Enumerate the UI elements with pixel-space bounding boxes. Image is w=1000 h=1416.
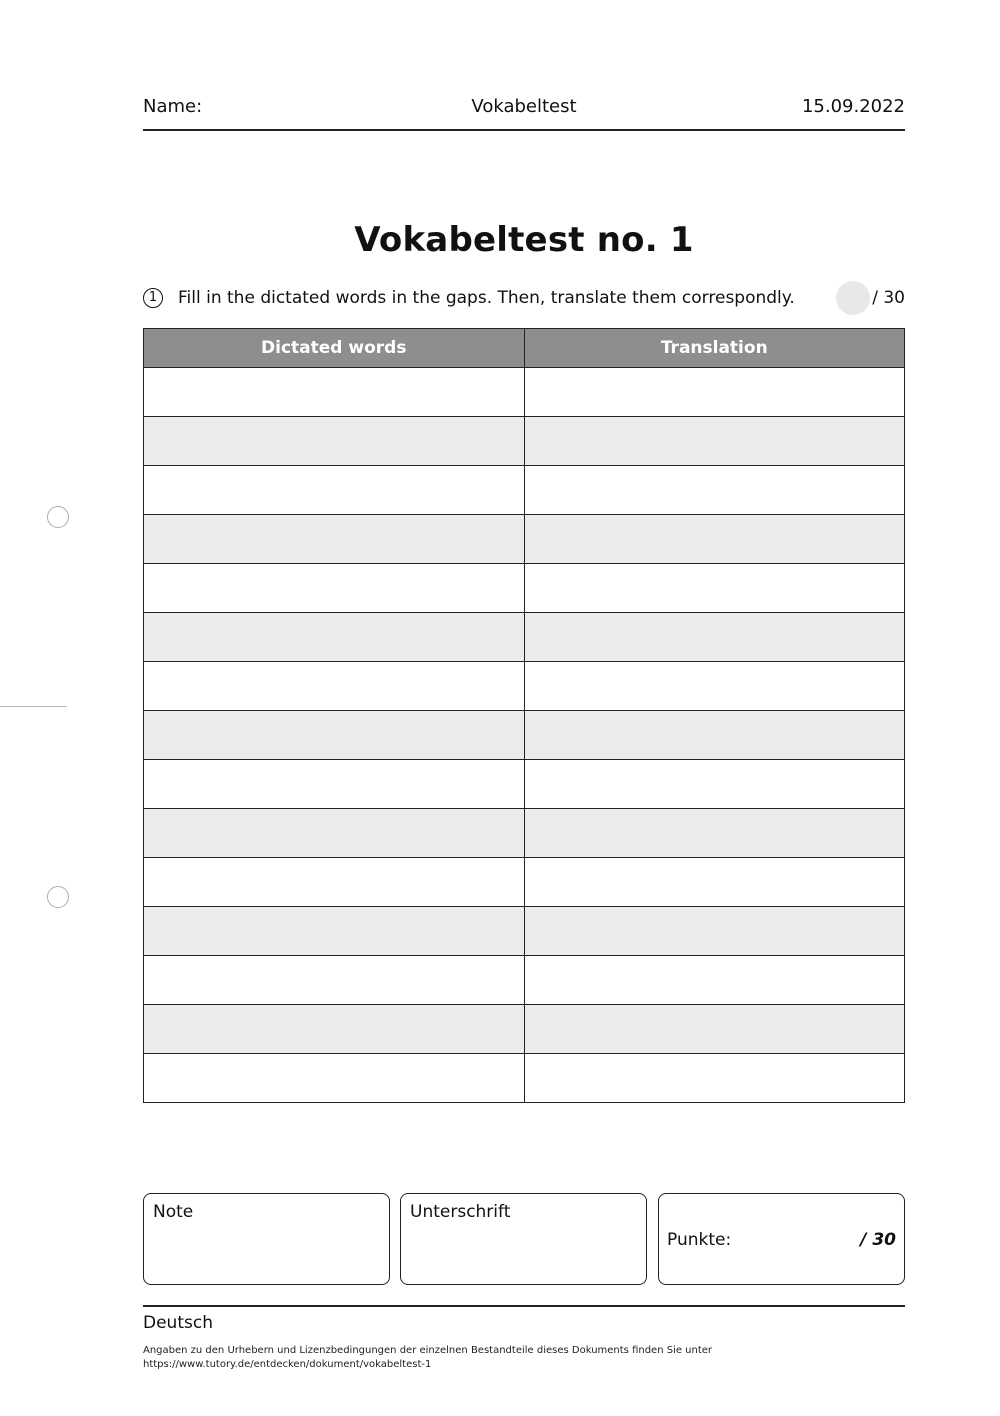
points-max: / 30 [860, 1230, 896, 1250]
translation-cell[interactable] [524, 711, 905, 760]
score-field[interactable] [836, 281, 870, 315]
task-instruction: Fill in the dictated words in the gaps. Then, translate them correspondly. [178, 288, 795, 308]
dictated-word-cell[interactable] [144, 368, 525, 417]
translation-cell[interactable] [524, 662, 905, 711]
table-row [144, 613, 905, 662]
translation-cell[interactable] [524, 907, 905, 956]
translation-cell[interactable] [524, 564, 905, 613]
grade-label: Note [153, 1202, 194, 1222]
table-row [144, 417, 905, 466]
table-row [144, 907, 905, 956]
task-number-badge: 1 [143, 288, 163, 308]
dictated-word-cell[interactable] [144, 515, 525, 564]
page-title: Vokabeltest no. 1 [354, 220, 694, 260]
points-box[interactable] [658, 1193, 905, 1285]
translation-cell[interactable] [524, 515, 905, 564]
translation-cell[interactable] [524, 858, 905, 907]
footer-subject: Deutsch [143, 1313, 213, 1333]
vocab-table [143, 328, 905, 1103]
table-row [144, 809, 905, 858]
translation-cell[interactable] [524, 760, 905, 809]
dictated-word-cell[interactable] [144, 613, 525, 662]
signature-label: Unterschrift [410, 1202, 511, 1222]
dictated-word-cell[interactable] [144, 662, 525, 711]
table-row [144, 368, 905, 417]
column-header-translation: Translation [524, 329, 905, 368]
translation-cell[interactable] [524, 956, 905, 1005]
translation-cell[interactable] [524, 1054, 905, 1103]
dictated-word-cell[interactable] [144, 466, 525, 515]
table-row [144, 515, 905, 564]
dictated-word-cell[interactable] [144, 711, 525, 760]
punch-hole-bottom [47, 886, 69, 908]
header-date: 15.09.2022 [801, 96, 905, 117]
dictated-word-cell[interactable] [144, 809, 525, 858]
table-row [144, 760, 905, 809]
dictated-word-cell[interactable] [144, 1054, 525, 1103]
translation-cell[interactable] [524, 1005, 905, 1054]
dictated-word-cell[interactable] [144, 956, 525, 1005]
translation-cell[interactable] [524, 417, 905, 466]
table-row [144, 466, 905, 515]
dictated-word-cell[interactable] [144, 564, 525, 613]
points-label: Punkte: [667, 1230, 732, 1250]
table-row [144, 1005, 905, 1054]
header-divider [143, 129, 905, 131]
dictated-word-cell[interactable] [144, 1005, 525, 1054]
translation-cell[interactable] [524, 466, 905, 515]
translation-cell[interactable] [524, 613, 905, 662]
name-label: Name: [143, 96, 203, 117]
punch-hole-top [47, 506, 69, 528]
table-row [144, 564, 905, 613]
table-row [144, 956, 905, 1005]
table-row [144, 858, 905, 907]
translation-cell[interactable] [524, 809, 905, 858]
footer-url[interactable]: https://www.tutory.de/entdecken/dokument/vokabeltest-1 [143, 1359, 432, 1370]
header-title: Vokabeltest [471, 96, 577, 117]
fold-mark [0, 706, 67, 707]
dictated-word-cell[interactable] [144, 858, 525, 907]
grade-box[interactable] [143, 1193, 390, 1285]
translation-cell[interactable] [524, 368, 905, 417]
table-row [144, 1054, 905, 1103]
task-max-score: / 30 [872, 288, 905, 308]
dictated-word-cell[interactable] [144, 907, 525, 956]
column-header-dictated: Dictated words [144, 329, 525, 368]
dictated-word-cell[interactable] [144, 760, 525, 809]
table-row [144, 711, 905, 760]
vocab-table-body [144, 368, 905, 1103]
table-header-row [144, 329, 905, 368]
signature-box[interactable] [400, 1193, 647, 1285]
footer-license: Angaben zu den Urhebern und Lizenzbedingungen der einzelnen Bestandteile dieses Dokuments finden Sie unter [143, 1345, 713, 1356]
footer-divider [143, 1305, 905, 1307]
table-row [144, 662, 905, 711]
dictated-word-cell[interactable] [144, 417, 525, 466]
